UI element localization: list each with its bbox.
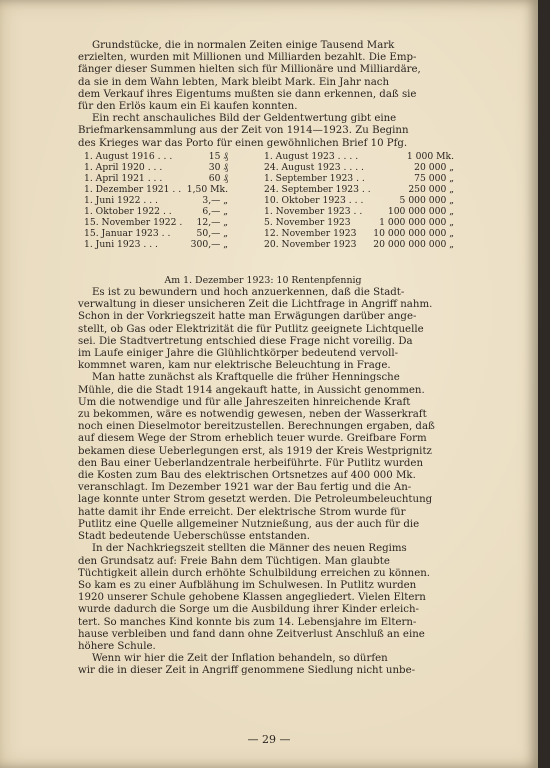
text-line: den Grundsatz auf: Freie Bahn dem Tüchtigen. Man glaubte [78, 555, 390, 567]
text-line: In der Nachkriegszeit stellten die Männer des neuen Regims [92, 543, 407, 555]
postage-row [78, 228, 228, 239]
postage-value: 20 000 „ [414, 161, 454, 173]
text-line: 1920 unserer Schule gehobene Klassen angegliedert. Vielen Eltern [78, 592, 426, 604]
text-line: die Kosten zum Bau des elektrischen Ortsnetzes auf 400 000 Mk. [78, 470, 416, 482]
postage-value: 5 000 000 „ [399, 194, 454, 206]
paragraph-power-source [78, 372, 448, 543]
postage-row [264, 184, 454, 195]
text-line: Ein recht anschauliches Bild der Geldentwertung gibt eine [92, 113, 397, 125]
postage-date: 1. November 1923 . . [264, 205, 363, 217]
postage-date: 1. August 1916 . . . [84, 150, 173, 162]
text-line: zu bekommen, wäre es notwendig gewesen, neben der Wasserkraft [78, 409, 427, 421]
postage-row [264, 217, 454, 228]
postage-value: 30 ₰ [208, 161, 228, 173]
postage-date: 20. November 1923 [264, 238, 357, 250]
postage-row [264, 173, 454, 184]
postage-value: 1,50 Mk. [186, 183, 228, 195]
text-line: Tüchtigkeit allein durch erhöhte Schulbildung erreichen zu können. [78, 567, 431, 579]
text-line: Es ist zu bewundern und hoch anzuerkennen, daß die Stadt- [92, 287, 405, 299]
postage-value: 10 000 000 000 „ [373, 227, 454, 239]
paragraph-lighting-question [78, 287, 448, 372]
postage-date: 1. April 1921 . . . [84, 172, 163, 184]
postage-value: 60 ₰ [208, 172, 228, 184]
text-line: den Bau einer Ueberlandzentrale herbeiführte. Für Putlitz wurden [78, 457, 424, 469]
text-line: hause verbleiben und fand dann ohne Zeitverlust Anschluß an eine [78, 628, 425, 640]
text-line: noch einen Dieselmotor bereitzustellen. Berechnungen ergaben, daß [78, 421, 435, 433]
postage-date: 10. Oktober 1923 . . . [264, 194, 364, 206]
postage-date: 5. November 1923 [264, 216, 351, 228]
postage-date: 1. April 1920 . . . [84, 161, 163, 173]
postage-row [78, 206, 228, 217]
postage-table-right-column [264, 151, 454, 250]
text-line: fänger dieser Summen hielten sich für Millionäre und Milliardäre, [78, 64, 421, 76]
postage-table-left-column [78, 151, 228, 250]
postage-date: 1. Juni 1922 . . . [84, 194, 158, 206]
text-line: auf diesem Wege der Strom erheblich teuer wurde. Greifbare Form [78, 433, 427, 445]
postage-value: 1 000 000 000 „ [379, 216, 454, 228]
postage-date: 1. Juni 1923 . . . [84, 238, 158, 250]
postage-row [78, 184, 228, 195]
postage-value: 250 000 „ [408, 183, 454, 195]
postage-date: 24. August 1923 . . . . [264, 161, 364, 173]
text-line: da sie in dem Wahn lebten, Mark bleibt Mark. Ein Jahr nach [78, 76, 390, 88]
page-edge-shadow [538, 0, 550, 768]
paragraph-school-system [78, 543, 448, 653]
postage-value: 12,— „ [196, 216, 228, 228]
text-line: erzielten, wurden mit Millionen und Milliarden bezahlt. Die Emp- [78, 52, 417, 64]
postage-date: 1. September 1923 . . [264, 172, 365, 184]
text-line: veranschlagt. Im Dezember 1921 war der Bau fertig und die An- [78, 482, 412, 494]
page-content [78, 40, 454, 678]
text-line: sei. Die Stadtvertretung entschied diese Frage nicht voreilig. Da [78, 335, 413, 347]
postage-date: 15. Januar 1923 . . [84, 227, 171, 239]
text-line: Briefmarkensammlung aus der Zeit von 1914—1923. Zu Beginn [78, 125, 409, 137]
text-line: lage konnte unter Strom gesetzt werden. Die Petroleumbeleuchtung [78, 494, 433, 506]
text-line: Putlitz eine Quelle allgemeiner Nutznießung, aus der auch für die [78, 518, 420, 530]
postage-date: 1. Oktober 1922 . . [84, 205, 172, 217]
postage-row [78, 195, 228, 206]
text-line: Man hatte zunächst als Kraftquelle die früher Henningsche [92, 372, 400, 384]
postage-row [264, 195, 454, 206]
postage-row [264, 162, 454, 173]
postage-value: 300,— „ [190, 238, 228, 250]
postage-date: 1. August 1923 . . . . [264, 150, 359, 162]
postage-row [78, 162, 228, 173]
postage-value: 1 000 Mk. [406, 150, 454, 162]
text-line: für den Erlös kaum ein Ei kaufen konnten. [78, 101, 298, 113]
text-line: höhere Schule. [78, 640, 156, 652]
text-line: hatte damit ihr Ende erreicht. Der elektrische Strom wurde für [78, 506, 406, 518]
postage-value: 6,— „ [202, 205, 228, 217]
text-line: verwaltung in dieser unsicheren Zeit die Lichtfrage in Angriff nahm. [78, 299, 433, 311]
text-line: dem Verkauf ihres Eigentums mußten sie dann erkennen, daß sie [78, 88, 417, 100]
postage-value: 15 ₰ [208, 150, 228, 162]
paragraph-inflation-settlement [78, 653, 448, 677]
paragraph-stamp-collection [78, 113, 448, 150]
page-number: — 29 — [247, 733, 291, 746]
paragraph-land-sales [78, 40, 448, 113]
text-line: Stadt bedeutende Ueberschüsse entstanden. [78, 531, 310, 543]
text-line: tert. So manches Kind konnte bis zum 14. Lebensjahre im Eltern- [78, 616, 417, 628]
postage-row [78, 239, 228, 250]
text-line: stellt, ob Gas oder Elektrizität die für Putlitz geeignete Lichtquelle [78, 323, 424, 335]
postage-date: 12. November 1923 [264, 227, 357, 239]
text-line: des Krieges war das Porto für einen gewöhnlichen Brief 10 Pfg. [78, 137, 408, 149]
postage-row [264, 239, 454, 250]
postage-date: 1. Dezember 1921 . . [84, 183, 182, 195]
postage-value: 20 000 000 000 „ [373, 238, 454, 250]
postage-row [78, 151, 228, 162]
text-line: Grundstücke, die in normalen Zeiten einige Tausend Mark [92, 40, 395, 51]
text-line: Mühle, die die Stadt 1914 angekauft hatte, in Aussicht genommen. [78, 384, 425, 396]
postage-date: 24. September 1923 . . [264, 183, 371, 195]
text-line: Um die notwendige und für alle Jahreszeiten hinreichende Kraft [78, 396, 411, 408]
postage-row [78, 217, 228, 228]
postage-date: 15. November 1922 . [84, 216, 183, 228]
postage-row [264, 228, 454, 239]
postage-value: 50,— „ [196, 227, 228, 239]
text-line: kommnet waren, kam nur elektrische Beleuchtung in Frage. [78, 360, 391, 372]
text-line: Schon in der Vorkriegszeit hatte man Erwägungen darüber ange- [78, 311, 417, 323]
rentenpfennig-note: Am 1. Dezember 1923: 10 Rentenpfennig [164, 274, 362, 286]
text-line: wurde dadurch die Sorge um die Ausbildung ihrer Kinder erleich- [78, 604, 419, 616]
text-line: Wenn wir hier die Zeit der Inflation behandeln, so dürfen [92, 653, 388, 665]
text-line: bekamen diese Ueberlegungen erst, als 1919 der Kreis Westprignitz [78, 445, 432, 457]
postage-value: 3,— „ [202, 194, 228, 206]
text-line: im Laufe einiger Jahre die Glühlichtkörper bedeutend vervoll- [78, 348, 399, 360]
postage-row [264, 206, 454, 217]
postage-value: 75 000 „ [414, 172, 454, 184]
postage-row [264, 151, 454, 162]
postage-value: 100 000 000 „ [387, 205, 454, 217]
text-line: wir die in dieser Zeit in Angriff genommene Siedlung nicht unbe- [78, 665, 416, 677]
postage-row [78, 173, 228, 184]
text-line: So kam es zu einer Aufblähung im Schulwesen. In Putlitz wurden [78, 579, 417, 591]
postage-rate-table [78, 150, 454, 274]
